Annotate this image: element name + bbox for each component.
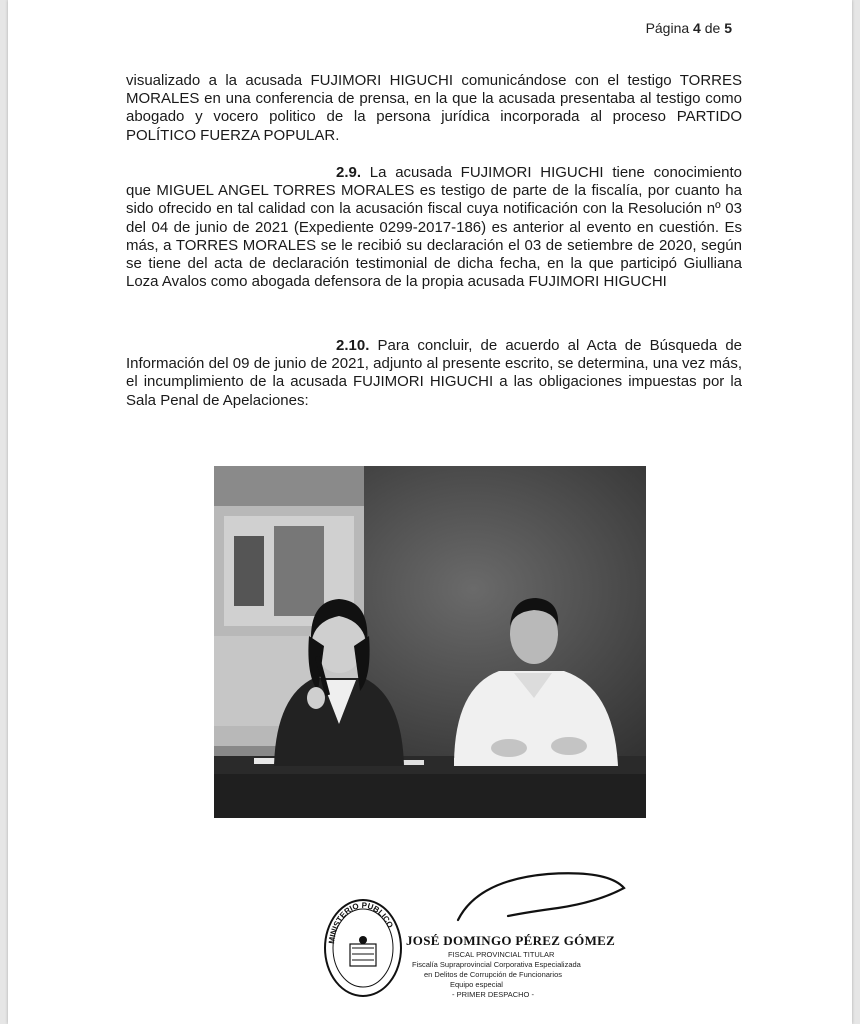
signatory-name: JOSÉ DOMINGO PÉREZ GÓMEZ xyxy=(406,933,616,948)
signatory-office-line: Fiscalía Supraprovincial Corporativa Especializada xyxy=(412,960,581,969)
signatory-office-line: Equipo especial xyxy=(450,980,503,989)
signatory-title: FISCAL PROVINCIAL TITULAR xyxy=(448,950,555,959)
page-number: Página 4 de 5 xyxy=(645,20,732,36)
seal-caption xyxy=(322,896,404,1000)
signatory-office-line: en Delitos de Corrupción de Funcionarios xyxy=(424,970,562,979)
document-page xyxy=(8,0,852,1024)
handwritten-signature xyxy=(438,860,628,930)
signature-block xyxy=(308,860,628,1010)
press-conference-photo xyxy=(214,466,646,818)
paragraph-number: 2.10. xyxy=(336,337,370,354)
paragraph-continuation: visualizado a la acusada FUJIMORI HIGUCHI comunicándose con el testigo TORRES MORALES en una conferencia de prensa, en la que la acusada presentaba al testigo como abogado y vocero politico de la persona jurídica incorporada al proceso PARTIDO POLÍTICO FUERZA POPULAR. xyxy=(126,72,742,144)
svg-text:MINISTERIO PUBLICO: MINISTERIO PUBLICO xyxy=(327,900,395,945)
paragraph-number: 2.9. xyxy=(336,164,362,181)
photo-illustration xyxy=(214,466,646,818)
paragraph-2-9: 2.9. La acusada FUJIMORI HIGUCHI tiene conocimiento que MIGUEL ANGEL TORRES MORALES es testigo de parte de la fiscalía, por cuanto ha sido ofrecido en tal calidad con la acusación fiscal cuya notificación con la Resolución nº 03 del 04 de junio de 2021 (Expediente 0299-2017-186) es anterior al evento en cuestión. Es más, a TORRES MORALES se le recibió su declaración el 03 de setiembre de 2020, según se tiene del acta de declaración testimonial de dicha fecha, en la que participó Giulliana Loza Avalos como abogada defensora de la propia acusada FUJIMORI HIGUCHI xyxy=(126,164,742,291)
paragraph-2-10: 2.10. Para concluir, de acuerdo al Acta de Búsqueda de Información del 09 de junio de 2021, adjunto al presente escrito, se determina, una vez más, el incumplimiento de la acusada FUJIMORI HIGUCHI a las obligaciones impuestas por la Sala Penal de Apelaciones: xyxy=(126,337,742,409)
signatory-office-line: - PRIMER DESPACHO - xyxy=(452,990,534,999)
